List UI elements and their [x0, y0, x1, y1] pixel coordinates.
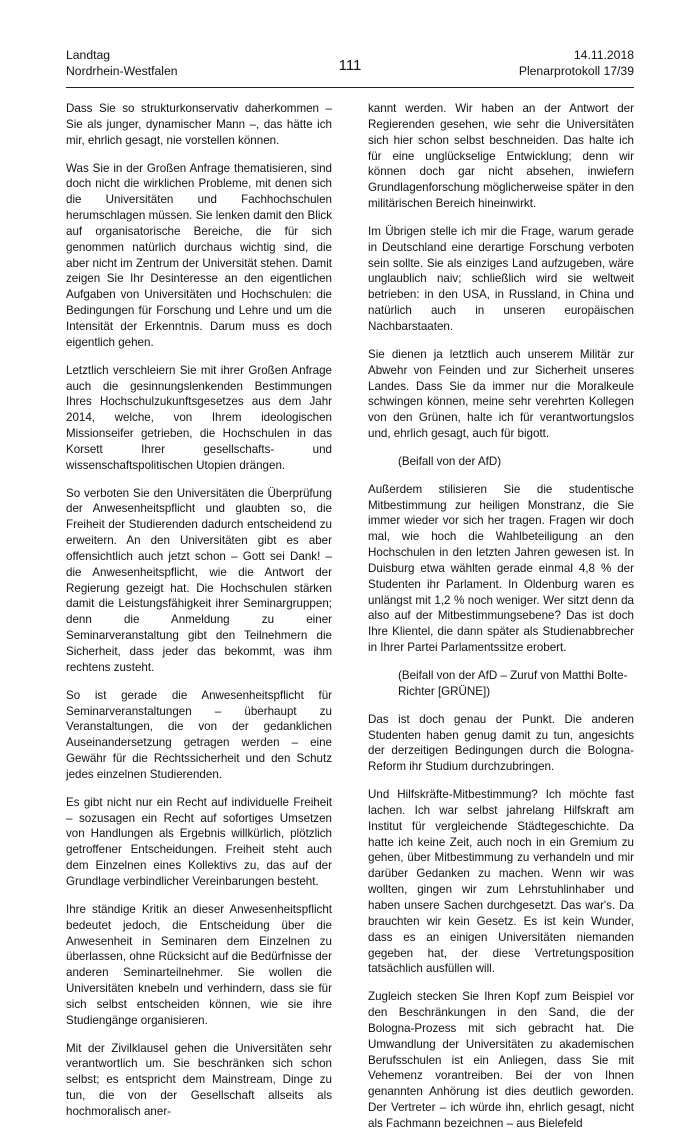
right-paragraph-3: Außerdem stilisieren Sie die studentische Mitbestimmung zur heiligen Monstranz, die Sie immer wieder vor sich her tragen. Fragen wir doch mal, wie hoch die Wahlbeteiligung an den Hochschulen in den letzten Jahren gewesen ist. In Duisburg etwa wählten gerade einmal 4,8 % der Studenten ihr Parlament. In Oldenburg waren es unlängst mit 1,2 % noch weniger. Wer sitzt denn da also auf der Mitbestimmungsebene? Das ist doch Ihre Klientel, die dann später als Studienabbrecher in Ihrer Partei Parlamentssitze erobert. [368, 482, 634, 655]
page-number: 111 [338, 57, 362, 74]
header-date: 14.11.2018 [573, 48, 634, 62]
header-rule [66, 87, 634, 88]
interjection-applause-2: (Beifall von der AfD – Zuruf von Matthi Bolte-Richter [GRÜNE]) [398, 669, 628, 698]
header-protocol: Plenarprotokoll 17/39 [518, 64, 634, 78]
header-right [519, 47, 634, 79]
right-column [368, 101, 634, 1144]
right-paragraph-1: Im Übrigen stelle ich mir die Frage, warum gerade in Deutschland eine derartige Forschung verboten sein sollte. Sie als einziges Land aufzugeben, wäre unglaublich naiv; schließlich wird sie weltweit betrieben: in den USA, in Russland, in China und natürlich auch in unseren europäischen Nachbarstaaten. [368, 224, 634, 333]
right-paragraph-2: Sie dienen ja letztlich auch unserem Militär zur Abwehr von Feinden und zur Sicherheit unseres Landes. Dass Sie da immer nur die Moralkeule schwingen können, meine sehr verehrten Kollegen von den Grünen, halte ich für verantwortungslos und, ehrlich gesagt, auch für bigott. [368, 347, 634, 441]
right-paragraph-6: Zugleich stecken Sie Ihren Kopf zum Beispiel vor den Beschränkungen in den Sand, die der Bologna-Prozess mit sich gebracht hat. Die Umwandlung der Universitäten zu akademischen Berufsschulen ist ein Anliegen, dass Sie mit Vehemenz vorantreiben. Bei der von Ihnen genannten Anhörung ist dies deutlich geworden. Der Vertreter – ich würde ihn, ehrlich gesagt, nicht als Fachmann bezeichnen – aus Bielefeld [368, 990, 634, 1130]
right-paragraph-5: Und Hilfskräfte-Mitbestimmung? Ich möchte fast lachen. Ich war selbst jahrelang Hilfskraft am Institut für vergleichende Städtegeschichte. Da hatte ich keine Zeit, auch noch in ein Gremium zu gehen, über Mitbestimmung zu verhandeln und mir darüber Gedanken zu machen. Wenn wir was wollten, gingen wir zum Lehrstuhlinhaber und haben unsere Sachen durchgesetzt. Das war's. Da brauchten wir kein Gesetz. Es ist kein Wunder, dass es an einigen Universitäten niemanden gegeben hat, der diese Vertretungsposition tatsächlich ausfüllen will. [368, 788, 634, 976]
left-paragraph-3: Letztlich verschleiern Sie mit ihrer Großen Anfrage auch die gesinnungslenkenden Bestimmungen Ihres Hochschulzukunftsgesetzes aus dem Jahr 2014, welche, von Ihrem ideologischen Missionseifer getrieben, die Hochschulen in das Korsett Ihrer gesellschafts- und wissenschaftspolitischen Utopien drängen. [66, 363, 332, 472]
left-paragraph-6: Es gibt nicht nur ein Recht auf individuelle Freiheit – sozusagen ein Recht auf sofortiges Umsetzen von Handlungen als Ergebnis willkürlich, plötzlich getroffener Entscheidungen. Freiheit steht auch dem Einzelnen eines Kollektivs zu, das auf der Grundlage verbindlicher Vereinbarungen besteht. [66, 795, 332, 888]
page-header [66, 47, 634, 81]
right-paragraph-continuation: kannt werden. Wir haben an der Antwort der Regierenden gesehen, wie sehr die Universitäten sich hier schon selbst beschneiden. Das halte ich für eine unglückselige Entwicklung; denn wir können doch gar nicht absehen, inwiefern Grundlagenforschung möglicherweise später in den militärischen Bereich hineinwirkt. [368, 102, 634, 211]
left-paragraph-5: So ist gerade die Anwesenheitspflicht für Seminarveranstaltungen – überhaupt zu Veranstaltungen, die von der gedanklichen Auseinandersetzung getragen werden – eine Gewähr für die Rechtssicherheit und den Schutz jedes einzelnen Studierenden. [66, 688, 332, 781]
left-paragraph-7: Ihre ständige Kritik an dieser Anwesenheitspflicht bedeutet jedoch, die Entscheidung über die Anwesenheit in Seminaren dem Einzelnen zu überlassen, ohne Rücksicht auf die Bedürfnisse der anderen Seminarteilnehmer. Sie wollen die Universitäten knebeln und verhindern, dass sie für sich selbst entscheiden können, wie sie ihre Studiengänge organisieren. [66, 902, 332, 1027]
header-landtag: Landtag [66, 48, 111, 62]
right-paragraph-4: Das ist doch genau der Punkt. Die anderen Studenten haben genug damit zu tun, angesichts der derzeitigen Bedingungen durch die Bologna-Reform ihr Studium durchzubringen. [368, 712, 634, 774]
left-paragraph-8: Mit der Zivilklausel gehen die Universitäten sehr verantwortlich um. Sie beschränken sich schon selbst; es entspricht dem Mainstream, Dinge zu tun, die von der Gesellschaft allseits als hochmoralisch aner- [66, 1041, 332, 1118]
header-state: Nordrhein-Westfalen [66, 64, 178, 78]
left-paragraph-1: Dass Sie so strukturkonservativ daherkommen – Sie als junger, dynamischer Mann –, das hätte ich mir, ehrlich gesagt, nie vorstellen können. [66, 102, 332, 147]
left-paragraph-2: Was Sie in der Großen Anfrage thematisieren, sind doch nicht die wirklichen Probleme, mit denen sich die Universitäten und Fachhochschulen herumschlagen müssen. Sie lenken damit den Blick auf organisatorische Bereiche, die für sich genommen natürlich durchaus wichtig sind, die aber nicht im Zentrum der Universität stehen. Damit zeigen Sie Ihr Desinteresse an den eigentlichen Aufgaben von Universitäten und Hochschulen: die Bedingungen für Forschung und Lehre und um die Intensität der Erkenntnis. Darum muss es doch eigentlich gehen. [66, 161, 332, 349]
left-paragraph-4: So verboten Sie den Universitäten die Überprüfung der Anwesenheitspflicht und glaubten so, die Freiheit der Studierenden dadurch entscheidend zu erweitern. An den Universitäten gibt es aber offensichtlich auch jetzt schon – Gott sei Dank! – die Anwesenheitspflicht, wie die Antwort der Regierung gezeigt hat. Die Hochschulen stärken damit die Leistungsfähigkeit ihrer Seminargruppen; denn die Anmeldung zu einer Seminarveranstaltung gibt den Teilnehmern die Sicherheit, dass jeder das bekommt, was ihm rechtens zusteht. [66, 486, 332, 674]
left-column [66, 101, 332, 1132]
interjection-applause-1: (Beifall von der AfD) [398, 454, 502, 468]
